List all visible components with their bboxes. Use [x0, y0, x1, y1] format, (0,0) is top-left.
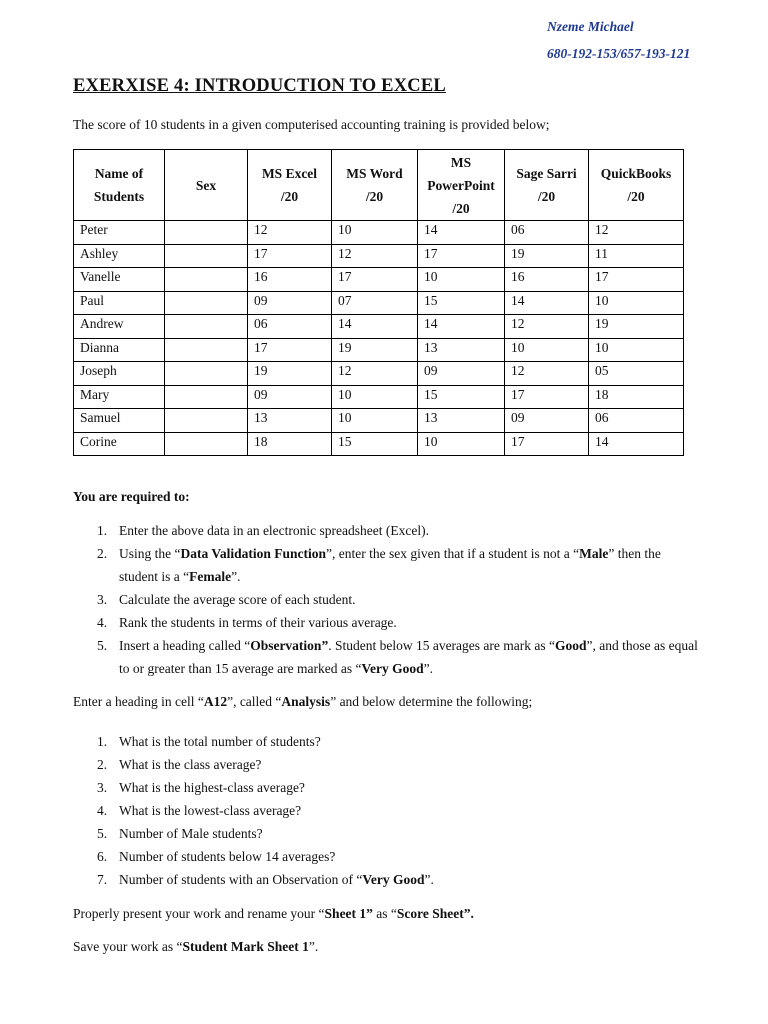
item-number: 3.	[97, 592, 108, 607]
item-number: 4.	[97, 803, 108, 818]
score-cell: 19	[332, 338, 418, 362]
sex-cell	[165, 385, 248, 409]
list-item	[73, 868, 703, 891]
score-cell: 10	[332, 221, 418, 245]
score-cell: 19	[505, 244, 589, 268]
score-cell: 13	[248, 409, 332, 433]
column-header-line: /20	[365, 189, 384, 204]
student-name-cell: Paul	[74, 291, 165, 315]
score-cell: 14	[332, 315, 418, 339]
table-row	[74, 315, 684, 339]
bold-text: Very Good	[362, 872, 425, 887]
student-name-cell: Joseph	[74, 362, 165, 386]
column-header-line: MS	[450, 154, 472, 170]
sex-cell	[165, 268, 248, 292]
score-cell: 09	[248, 385, 332, 409]
text-span: Insert a heading called “	[119, 638, 251, 653]
text-span: ”, enter the sex given that if a student is not a “	[326, 546, 580, 561]
item-number: 2.	[97, 757, 108, 772]
text-span: Number of Male students?	[119, 826, 263, 841]
score-cell: 10	[589, 291, 684, 315]
save-instruction	[73, 939, 318, 955]
item-number: 2.	[97, 546, 108, 561]
text-span: Properly present your work and rename your “	[73, 906, 325, 921]
score-cell: 17	[418, 244, 505, 268]
text-span: as “	[372, 906, 397, 921]
text-span: ”.	[424, 872, 434, 887]
student-name-cell: Ashley	[74, 244, 165, 268]
text-span: Enter a heading in cell “	[73, 694, 204, 709]
sex-cell	[165, 362, 248, 386]
text-span: ” and below determine the following;	[330, 694, 533, 709]
score-cell: 05	[589, 362, 684, 386]
list-item	[73, 822, 703, 845]
score-cell: 15	[418, 291, 505, 315]
table-row	[74, 221, 684, 245]
student-name-cell: Peter	[74, 221, 165, 245]
column-header	[332, 150, 418, 221]
score-cell: 10	[332, 385, 418, 409]
score-cell: 17	[505, 385, 589, 409]
bold-text: A12	[203, 694, 228, 709]
item-number: 4.	[97, 615, 108, 630]
author-phone: 680-192-153/657-193-121	[547, 46, 691, 61]
text-span: . Student below 15 averages are mark as “	[328, 638, 555, 653]
score-cell: 12	[505, 315, 589, 339]
score-cell: 09	[418, 362, 505, 386]
text-span: Number of students with an Observation of “	[119, 872, 363, 887]
sex-cell	[165, 244, 248, 268]
list-item	[73, 799, 703, 822]
text-span: Calculate the average score of each student.	[119, 592, 356, 607]
list-item	[73, 611, 703, 634]
column-header-line: PowerPoint	[427, 177, 495, 193]
column-header	[165, 150, 248, 221]
student-name-cell: Mary	[74, 385, 165, 409]
item-number: 6.	[97, 849, 108, 864]
text-span: ”, called “	[227, 694, 282, 709]
list-item	[73, 845, 703, 868]
score-cell: 11	[589, 244, 684, 268]
list-item	[73, 753, 703, 776]
score-cell: 06	[589, 409, 684, 433]
bold-text: Male	[579, 546, 609, 561]
column-header-line: Sage Sarri	[516, 166, 577, 181]
text-span: Number of students below 14 averages?	[119, 849, 336, 864]
student-name-cell: Corine	[74, 432, 165, 456]
bold-text: Observation”	[250, 638, 329, 653]
student-name-cell: Vanelle	[74, 268, 165, 292]
score-cell: 12	[505, 362, 589, 386]
table-row	[74, 268, 684, 292]
item-number: 1.	[97, 734, 108, 749]
score-cell: 12	[332, 362, 418, 386]
bold-text: Good	[555, 638, 587, 653]
table-header-row	[74, 150, 684, 221]
sex-cell	[165, 409, 248, 433]
table-row	[74, 244, 684, 268]
text-span: What is the class average?	[119, 757, 262, 772]
requirements-heading: You are required to:	[73, 489, 190, 504]
score-cell: 17	[589, 268, 684, 292]
text-span: ” then the student is a “	[119, 546, 661, 584]
table-row	[74, 432, 684, 456]
item-number: 5.	[97, 638, 108, 653]
column-header-line: Students	[93, 189, 145, 204]
item-number: 3.	[97, 780, 108, 795]
text-span: Save your work as “	[73, 939, 183, 954]
list-item	[73, 730, 703, 753]
score-cell: 14	[418, 221, 505, 245]
score-cell: 14	[505, 291, 589, 315]
score-cell: 16	[248, 268, 332, 292]
score-cell: 10	[332, 409, 418, 433]
presentation-instruction	[73, 906, 474, 922]
text-span: Rank the students in terms of their various average.	[119, 615, 397, 630]
column-header-line: Sex	[195, 177, 217, 193]
table-row	[74, 338, 684, 362]
sex-cell	[165, 291, 248, 315]
column-header	[248, 150, 332, 221]
column-header	[505, 150, 589, 221]
column-header-line: /20	[452, 200, 470, 216]
score-cell: 09	[505, 409, 589, 433]
task-list	[73, 519, 703, 680]
bold-text: Very Good	[361, 661, 424, 676]
score-cell: 15	[418, 385, 505, 409]
page-title: EXERXISE 4: INTRODUCTION TO EXCEL	[73, 76, 446, 96]
score-cell: 19	[248, 362, 332, 386]
score-cell: 10	[418, 432, 505, 456]
score-cell: 06	[505, 221, 589, 245]
column-header-line: /20	[627, 189, 645, 204]
list-item	[73, 519, 703, 542]
bold-text: Score Sheet”.	[396, 906, 474, 921]
score-cell: 10	[589, 338, 684, 362]
text-span: Using the “	[119, 546, 181, 561]
score-cell: 13	[418, 338, 505, 362]
score-cell: 10	[418, 268, 505, 292]
score-cell: 19	[589, 315, 684, 339]
sex-cell	[165, 432, 248, 456]
text-span: ”.	[308, 939, 319, 954]
scores-table	[73, 149, 684, 456]
table-row	[74, 291, 684, 315]
score-cell: 17	[505, 432, 589, 456]
table-row	[74, 409, 684, 433]
column-header-line: /20	[537, 189, 556, 204]
score-cell: 10	[505, 338, 589, 362]
analysis-instruction	[73, 694, 532, 710]
table-row	[74, 362, 684, 386]
item-number: 1.	[97, 523, 108, 538]
score-cell: 14	[589, 432, 684, 456]
table-row	[74, 385, 684, 409]
score-cell: 09	[248, 291, 332, 315]
bold-text: Analysis	[281, 694, 331, 709]
text-span: Enter the above data in an electronic spreadsheet (Excel).	[119, 523, 429, 538]
score-cell: 18	[248, 432, 332, 456]
sex-cell	[165, 221, 248, 245]
score-cell: 07	[332, 291, 418, 315]
sex-cell	[165, 338, 248, 362]
text-span: ”.	[423, 661, 434, 676]
student-name-cell: Dianna	[74, 338, 165, 362]
score-cell: 18	[589, 385, 684, 409]
column-header-line: /20	[280, 189, 299, 204]
text-span: What is the total number of students?	[119, 734, 321, 749]
item-number: 7.	[97, 872, 108, 887]
student-name-cell: Samuel	[74, 409, 165, 433]
column-header	[418, 150, 505, 221]
score-cell: 17	[332, 268, 418, 292]
column-header-line: QuickBooks	[600, 166, 672, 181]
score-cell: 17	[248, 244, 332, 268]
score-cell: 15	[332, 432, 418, 456]
bold-text: Student Mark Sheet 1	[182, 939, 309, 954]
list-item	[73, 634, 703, 680]
score-cell: 06	[248, 315, 332, 339]
author-name: Nzeme Michael	[547, 19, 634, 34]
list-item	[73, 542, 703, 588]
column-header-line: Name of	[94, 166, 144, 181]
list-item	[73, 588, 703, 611]
sex-cell	[165, 315, 248, 339]
column-header	[589, 150, 684, 221]
score-cell: 13	[418, 409, 505, 433]
bold-text: Female	[189, 569, 232, 584]
text-span: What is the highest-class average?	[119, 780, 305, 795]
text-span: ”.	[231, 569, 241, 584]
text-span: ”, and those as equal to or greater than 15 average are marked as “	[119, 638, 698, 676]
score-cell: 12	[248, 221, 332, 245]
bold-text: Data Validation Function	[180, 546, 327, 561]
intro-text: The score of 10 students in a given computerised accounting training is provided below;	[73, 117, 550, 132]
column-header	[74, 150, 165, 221]
column-header-line: MS Excel	[261, 166, 318, 181]
text-span: What is the lowest-class average?	[119, 803, 302, 818]
column-header-line: MS Word	[346, 166, 403, 181]
score-cell: 12	[332, 244, 418, 268]
score-cell: 14	[418, 315, 505, 339]
score-cell: 16	[505, 268, 589, 292]
item-number: 5.	[97, 826, 108, 841]
list-item	[73, 776, 703, 799]
analysis-question-list	[73, 730, 703, 891]
bold-text: Sheet 1”	[324, 906, 373, 921]
score-cell: 12	[589, 221, 684, 245]
score-cell: 17	[248, 338, 332, 362]
student-name-cell: Andrew	[74, 315, 165, 339]
